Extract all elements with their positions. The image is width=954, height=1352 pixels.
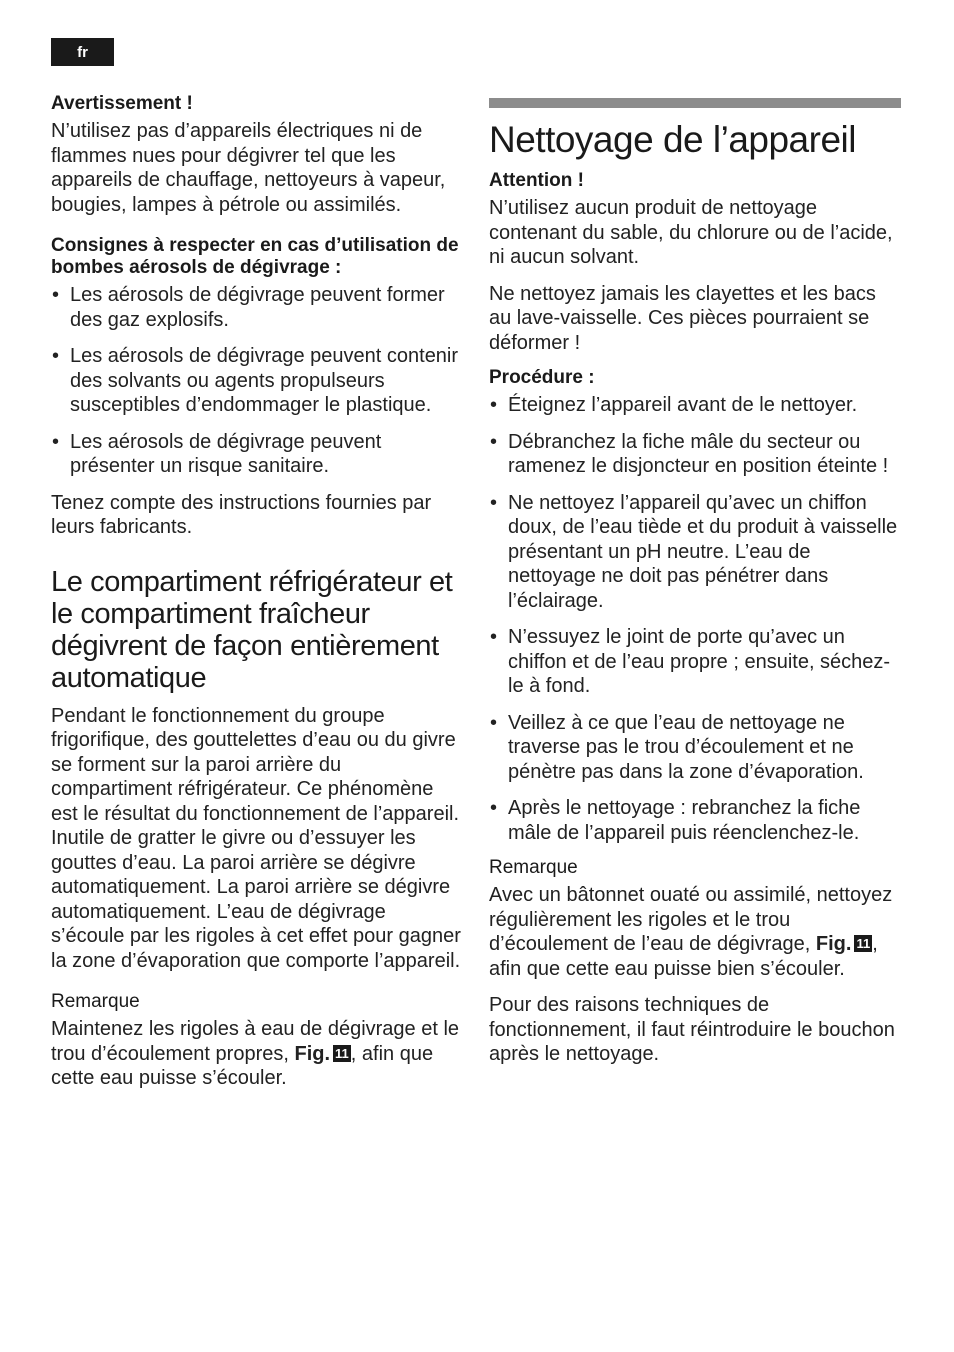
list-item: • N’essuyez le joint de porte qu’avec un chiffon et de l’eau propre ; ensuite, séchez-le à fond.	[489, 625, 901, 699]
remark-text: Avec un bâtonnet ouaté ou assimilé, nettoyez régulièrement les rigoles et le trou d’écoulement de l’eau de dégivrage, Fig. 11 , afin que cette eau puisse bien s’écouler.	[489, 884, 893, 980]
section-rule	[489, 98, 901, 108]
figure-reference: Fig.	[294, 1042, 331, 1065]
list-item: • Les aérosols de dégivrage peuvent contenir des solvants ou agents propulseurs susceptibles d’endommager le plastique.	[51, 344, 463, 418]
list-item: • Ne nettoyez l’appareil qu’avec un chiffon doux, de l’eau tiède et du produit à vaisselle présentant un pH neutre. L’eau de nettoyage ne doit pas pénétrer dans l’éclairage.	[489, 491, 901, 614]
list-item: • Les aérosols de dégivrage peuvent présenter un risque sanitaire.	[51, 430, 463, 479]
dishwasher-warning: Ne nettoyez jamais les clayettes et les bacs au lave-vaisselle. Ces pièces pourraient se déformer !	[489, 282, 876, 354]
list-item: • Éteignez l’appareil avant de le nettoyer.	[489, 393, 901, 418]
list-item: • Débranchez la fiche mâle du secteur ou ramenez le disjoncteur en position éteinte !	[489, 430, 901, 479]
attention-heading: Attention !	[489, 170, 584, 191]
remark-heading: Remarque	[489, 857, 578, 878]
plug-note: Pour des raisons techniques de fonctionnement, il faut réintroduire le bouchon après le nettoyage.	[489, 994, 895, 1065]
figure-number-badge: 11	[335, 1045, 349, 1061]
figure-number-badge: 11	[856, 936, 871, 951]
aerosol-list	[51, 283, 463, 479]
procedure-heading: Procédure :	[489, 367, 595, 388]
remark-heading: Remarque	[51, 991, 140, 1012]
language-tab: fr	[51, 38, 114, 66]
list-item: • Veillez à ce que l’eau de nettoyage ne traverse pas le trou d’écoulement et ne pénètre pas dans la zone d’évaporation.	[489, 711, 901, 785]
remark-text: Maintenez les rigoles à eau de dégivrage et le trou d’écoulement propres, Fig. 11 , afin que cette eau puisse s’écouler.	[51, 1018, 460, 1089]
warning-text: N’utilisez pas d’appareils électriques ni de flammes nues pour dégivrer tel que les appareils de chauffage, nettoyeurs à vapeur, bougies, lampes à pétrole ou assimilés.	[51, 120, 446, 216]
aerosol-note: Tenez compte des instructions fournies par leurs fabricants.	[51, 491, 432, 538]
aerosol-heading: Consignes à respecter en cas d’utilisation de bombes aérosols de dégivrage :	[51, 235, 459, 278]
right-column	[489, 93, 901, 1079]
warning-heading: Avertissement !	[51, 93, 193, 114]
attention-text: N’utilisez aucun produit de nettoyage contenant du sable, du chlorure ou de l’acide, ni aucun solvant.	[489, 197, 893, 268]
procedure-list	[489, 393, 901, 845]
defrost-text: Pendant le fonctionnement du groupe frigorifique, des gouttelettes d’eau ou du givre se forment sur la paroi arrière du compartiment réfrigérateur. Ce phénomène est le résultat du fonctionnement de l’appareil. Inutile de gratter le givre ou d’essuyer les gouttes d’eau. La paroi arrière se dégivre automatiquement. La paroi arrière se dégivre automatiquement. L’eau de dégivrage s’écoule par les rigoles à cet effet pour gagner la zone d’évaporation que comporte l’appareil.	[51, 704, 461, 972]
list-item: • Les aérosols de dégivrage peuvent former des gaz explosifs.	[51, 283, 463, 332]
left-column	[51, 93, 463, 1103]
figure-reference: Fig.	[815, 933, 852, 955]
defrost-title: Le compartiment réfrigérateur et le compartiment fraîcheur dégivrent de façon entièrement automatique	[51, 565, 453, 694]
cleaning-title: Nettoyage de l’appareil	[489, 119, 856, 160]
list-item: • Après le nettoyage : rebranchez la fiche mâle de l’appareil puis réenclenchez-le.	[489, 796, 901, 845]
